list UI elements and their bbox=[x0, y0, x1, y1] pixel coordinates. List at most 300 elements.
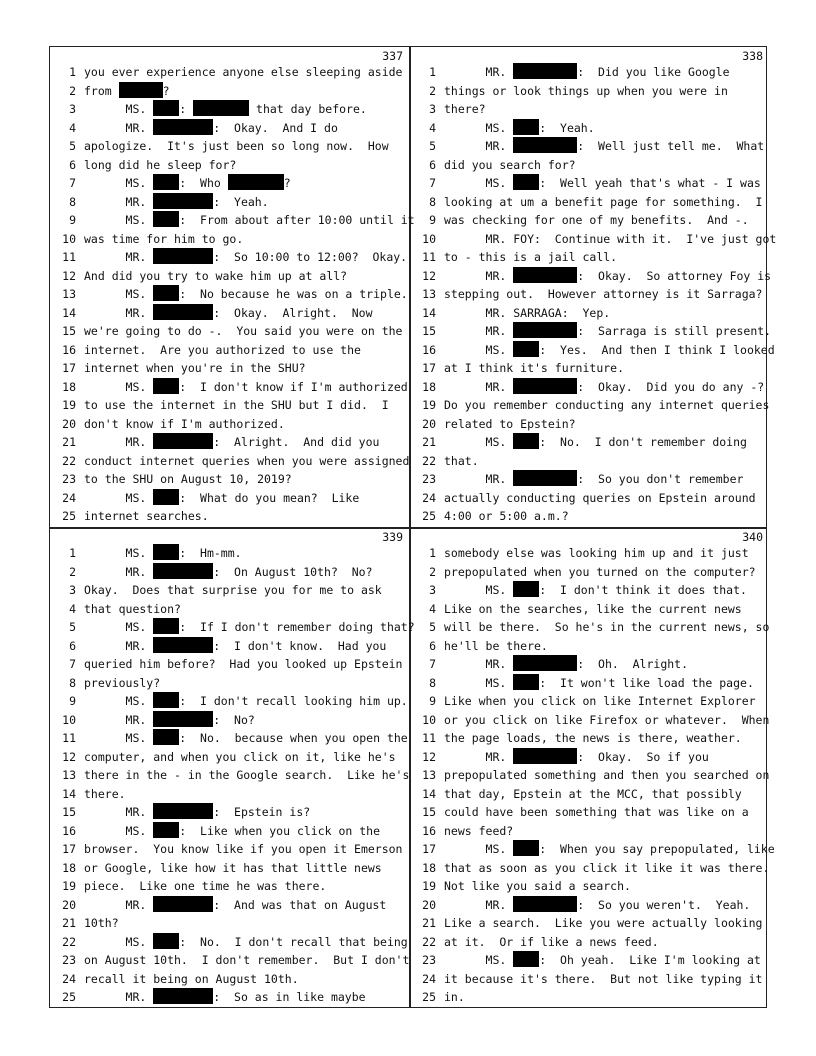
line-text: could have been something that was like on a bbox=[444, 805, 749, 819]
transcript-line bbox=[50, 63, 409, 82]
line-number: 5 bbox=[69, 620, 76, 634]
line-text: : From about after 10:00 until it bbox=[179, 213, 415, 227]
redaction-box bbox=[513, 322, 577, 338]
line-text: : Oh yeah. Like I'm looking at bbox=[539, 953, 761, 967]
line-text: MR. bbox=[444, 139, 514, 153]
line-number: 13 bbox=[62, 768, 76, 782]
line-number: 8 bbox=[69, 675, 76, 690]
transcript-line bbox=[410, 452, 769, 471]
redaction-box bbox=[513, 674, 539, 690]
transcript-line bbox=[50, 970, 409, 989]
redaction-box bbox=[513, 267, 577, 283]
line-text: on August 10th. I don't remember. But I don't bbox=[84, 953, 410, 967]
transcript-line bbox=[50, 544, 409, 563]
line-number: 2 bbox=[69, 83, 76, 98]
line-number: 8 bbox=[69, 194, 76, 209]
line-text: internet searches. bbox=[84, 509, 209, 523]
line-text: MS. bbox=[444, 842, 514, 856]
line-text: : And was that on August bbox=[213, 897, 387, 912]
line-text: there in the - in the Google search. Like he's bbox=[84, 768, 410, 782]
redaction-box bbox=[513, 378, 577, 394]
transcript-line bbox=[410, 988, 769, 1007]
line-text: related to Epstein? bbox=[444, 416, 576, 431]
line-number: 23 bbox=[422, 953, 436, 967]
transcript-line bbox=[50, 692, 409, 711]
line-number: 8 bbox=[429, 194, 436, 209]
transcript-line bbox=[410, 285, 769, 304]
transcript-line bbox=[50, 600, 409, 619]
transcript-line bbox=[50, 933, 409, 952]
line-number: 21 bbox=[422, 916, 436, 930]
line-number: 4 bbox=[429, 601, 436, 616]
line-number: 24 bbox=[422, 971, 436, 986]
line-text: computer, and when you click on it, like he's bbox=[84, 749, 396, 764]
line-text: : No. I don't recall that being bbox=[179, 934, 408, 949]
transcript-line bbox=[50, 378, 409, 397]
transcript-line bbox=[50, 859, 409, 878]
line-number: 20 bbox=[422, 416, 436, 431]
transcript-line bbox=[50, 174, 409, 193]
line-number: 13 bbox=[62, 287, 76, 301]
line-text: MR. bbox=[84, 564, 154, 579]
line-number: 12 bbox=[62, 749, 76, 764]
transcript-line bbox=[50, 267, 409, 286]
line-text: MR. bbox=[84, 805, 154, 819]
line-text: previously? bbox=[84, 675, 161, 690]
line-text: MS. bbox=[84, 823, 154, 838]
line-number: 1 bbox=[429, 546, 436, 560]
line-text: MR. bbox=[84, 250, 154, 264]
line-number: 5 bbox=[429, 139, 436, 153]
line-text: : It won't like load the page. bbox=[539, 675, 754, 690]
redaction-box bbox=[153, 711, 213, 727]
transcript-line bbox=[410, 322, 772, 341]
line-text: MR. bbox=[444, 749, 514, 764]
line-text: it because it's there. But not like typing it bbox=[444, 971, 763, 986]
transcript-line bbox=[50, 729, 409, 748]
line-number: 13 bbox=[422, 287, 436, 301]
transcript-line bbox=[410, 970, 769, 989]
line-number: 2 bbox=[69, 564, 76, 579]
line-number: 9 bbox=[69, 694, 76, 708]
line-text: to the SHU on August 10, 2019? bbox=[84, 472, 292, 486]
redaction-box bbox=[153, 119, 213, 135]
line-text: don't know if I'm authorized. bbox=[84, 416, 285, 431]
line-text: : Okay. So if you bbox=[577, 749, 709, 764]
line-number: 20 bbox=[62, 416, 76, 431]
page-number: 339 bbox=[382, 530, 403, 544]
redaction-box bbox=[513, 840, 539, 856]
line-number: 2 bbox=[429, 564, 436, 579]
line-text: : So you weren't. Yeah. bbox=[577, 897, 751, 912]
transcript-line bbox=[410, 100, 769, 119]
redaction-box bbox=[153, 933, 179, 949]
redaction-box bbox=[153, 618, 179, 634]
line-text: : Okay. Did you do any -? bbox=[577, 379, 765, 394]
line-number: 16 bbox=[62, 823, 76, 838]
line-number: 14 bbox=[422, 305, 436, 320]
line-text: Not like you said a search. bbox=[444, 879, 631, 893]
redaction-box bbox=[153, 988, 213, 1004]
line-text: to - this is a jail call. bbox=[444, 250, 618, 264]
transcript-line bbox=[50, 230, 409, 249]
line-number: 24 bbox=[62, 971, 76, 986]
line-text: MS. bbox=[444, 675, 514, 690]
line-number: 17 bbox=[422, 842, 436, 856]
transcript-line bbox=[50, 655, 409, 674]
redaction-box bbox=[513, 748, 577, 764]
redaction-box bbox=[513, 433, 539, 449]
line-text: Like when you click on like Internet Explorer bbox=[444, 694, 756, 708]
line-text: MR. bbox=[84, 194, 154, 209]
line-number: 17 bbox=[62, 361, 76, 375]
line-text: looking at um a benefit page for something. I bbox=[444, 194, 763, 209]
line-text: And did you try to wake him up at all? bbox=[84, 268, 348, 283]
line-text: : Yeah. bbox=[213, 194, 269, 209]
redaction-box bbox=[153, 637, 213, 653]
line-text: : Like when you click on the bbox=[179, 823, 381, 838]
transcript-line bbox=[50, 822, 409, 841]
line-text: was time for him to go. bbox=[84, 231, 244, 246]
transcript-line bbox=[410, 822, 769, 841]
line-text: that question? bbox=[84, 601, 181, 616]
line-text: will be there. So he's in the current news, so bbox=[444, 620, 770, 634]
line-number: 25 bbox=[62, 990, 76, 1004]
transcript-line bbox=[410, 489, 769, 508]
line-number: 2 bbox=[429, 83, 436, 98]
transcript-line bbox=[50, 785, 409, 804]
line-text: MS. bbox=[84, 102, 154, 116]
line-number: 15 bbox=[62, 324, 76, 338]
line-number: 10 bbox=[62, 231, 76, 246]
line-text: : When you say prepopulated, like bbox=[539, 842, 775, 856]
redaction-box bbox=[153, 174, 179, 190]
line-number: 3 bbox=[429, 102, 436, 116]
transcript-line bbox=[410, 674, 769, 693]
transcript-page bbox=[50, 47, 415, 527]
transcript-line bbox=[50, 119, 409, 138]
line-number: 13 bbox=[422, 768, 436, 782]
line-text: that as soon as you click it like it was there. bbox=[444, 860, 770, 875]
line-number: 15 bbox=[422, 805, 436, 819]
line-number: 25 bbox=[62, 509, 76, 523]
line-number: 14 bbox=[422, 786, 436, 801]
line-text: MS. bbox=[444, 953, 514, 967]
line-text: in. bbox=[444, 990, 465, 1004]
line-number: 16 bbox=[62, 342, 76, 357]
transcript-line bbox=[410, 637, 769, 656]
line-number: 7 bbox=[69, 657, 76, 671]
transcript-line bbox=[410, 230, 777, 249]
line-text: stepping out. However attorney is it Sarraga? bbox=[444, 287, 763, 301]
transcript-line bbox=[50, 803, 409, 822]
transcript-line bbox=[50, 988, 409, 1007]
transcript-line bbox=[50, 896, 409, 915]
line-text: recall it being on August 10th. bbox=[84, 971, 299, 986]
line-text: MR. bbox=[444, 657, 514, 671]
line-text: that day before. bbox=[249, 102, 367, 116]
line-text: MR. bbox=[444, 379, 514, 394]
transcript-line bbox=[410, 896, 769, 915]
line-number: 3 bbox=[69, 583, 76, 597]
line-number: 9 bbox=[69, 213, 76, 227]
line-text: actually conducting queries on Epstein around bbox=[444, 490, 756, 505]
transcript-line bbox=[50, 248, 409, 267]
line-text: MS. bbox=[84, 694, 154, 708]
line-text: MS. bbox=[444, 583, 514, 597]
line-number: 5 bbox=[69, 139, 76, 153]
line-number: 18 bbox=[62, 860, 76, 875]
transcript-line bbox=[410, 951, 769, 970]
line-text: : Oh. Alright. bbox=[577, 657, 689, 671]
line-number: 11 bbox=[62, 250, 76, 264]
line-number: 12 bbox=[62, 268, 76, 283]
line-text: MR. bbox=[84, 120, 154, 135]
transcript-line bbox=[50, 193, 409, 212]
line-text: MS. bbox=[444, 435, 514, 449]
line-number: 1 bbox=[429, 65, 436, 79]
redaction-box bbox=[153, 285, 179, 301]
transcript-line bbox=[50, 396, 409, 415]
transcript-line bbox=[50, 877, 409, 896]
line-number: 24 bbox=[422, 490, 436, 505]
redaction-box bbox=[513, 655, 577, 671]
line-number: 5 bbox=[429, 620, 436, 634]
transcript-line bbox=[410, 507, 769, 526]
page-number: 337 bbox=[382, 49, 403, 63]
line-number: 16 bbox=[422, 342, 436, 357]
line-number: 10 bbox=[62, 712, 76, 727]
transcript-line bbox=[410, 581, 769, 600]
line-text: : Well just tell me. What bbox=[577, 139, 765, 153]
transcript-line bbox=[410, 82, 769, 101]
redaction-box bbox=[153, 563, 213, 579]
line-number: 18 bbox=[422, 860, 436, 875]
line-number: 8 bbox=[429, 675, 436, 690]
page-number: 340 bbox=[742, 530, 763, 544]
line-text: MR. bbox=[84, 897, 154, 912]
redaction-box bbox=[153, 378, 179, 394]
transcript-line bbox=[410, 137, 769, 156]
redaction-box bbox=[153, 248, 213, 264]
line-text: apologize. It's just been so long now. How bbox=[84, 139, 389, 153]
line-number: 11 bbox=[422, 250, 436, 264]
line-number: 25 bbox=[422, 990, 436, 1004]
line-number: 12 bbox=[422, 749, 436, 764]
line-number: 20 bbox=[422, 897, 436, 912]
transcript-line bbox=[50, 711, 409, 730]
line-text: browser. You know like if you open it Emerson bbox=[84, 842, 403, 856]
page-number: 338 bbox=[742, 49, 763, 63]
line-number: 20 bbox=[62, 897, 76, 912]
line-number: 19 bbox=[62, 398, 76, 412]
line-text: : No. I don't remember doing bbox=[539, 435, 747, 449]
line-text: internet. Are you authorized to use the bbox=[84, 342, 361, 357]
line-number: 7 bbox=[69, 176, 76, 190]
transcript-line bbox=[50, 840, 409, 859]
line-number: 14 bbox=[62, 305, 76, 320]
page-lines bbox=[410, 544, 775, 1007]
line-text: somebody else was looking him up and it just bbox=[444, 546, 749, 560]
redaction-box bbox=[153, 544, 179, 560]
line-text: Like on the searches, like the current news bbox=[444, 601, 742, 616]
line-number: 23 bbox=[62, 472, 76, 486]
line-number: 23 bbox=[422, 472, 436, 486]
line-text: queried him before? Had you looked up Epstein bbox=[84, 657, 403, 671]
redaction-box bbox=[513, 896, 577, 912]
line-text: MR. bbox=[84, 435, 154, 449]
line-text: piece. Like one time he was there. bbox=[84, 879, 327, 893]
transcript-line bbox=[410, 378, 769, 397]
transcript-line bbox=[410, 711, 769, 730]
line-text: : Did you like Google bbox=[577, 65, 730, 79]
line-text: did you search for? bbox=[444, 157, 576, 172]
transcript-line bbox=[50, 211, 415, 230]
line-number: 4 bbox=[429, 120, 436, 135]
transcript-line bbox=[410, 729, 769, 748]
redaction-box bbox=[153, 692, 179, 708]
transcript-line bbox=[410, 174, 769, 193]
transcript-line bbox=[50, 766, 409, 785]
transcript-line bbox=[50, 674, 409, 693]
line-text: MS. bbox=[444, 120, 514, 135]
transcript-line bbox=[410, 785, 769, 804]
transcript-line bbox=[410, 63, 769, 82]
redaction-box bbox=[228, 174, 284, 190]
line-number: 17 bbox=[62, 842, 76, 856]
line-text: : What do you mean? Like bbox=[179, 490, 360, 505]
redaction-box bbox=[513, 119, 539, 135]
line-text: : Hm-mm. bbox=[179, 546, 242, 560]
line-number: 6 bbox=[429, 157, 436, 172]
transcript-line bbox=[50, 581, 409, 600]
line-text: : If I don't remember doing that? bbox=[179, 620, 415, 634]
line-number: 18 bbox=[62, 379, 76, 394]
line-text: MR. bbox=[444, 472, 514, 486]
line-number: 22 bbox=[422, 934, 436, 949]
line-number: 7 bbox=[429, 657, 436, 671]
transcript-line bbox=[410, 803, 769, 822]
line-number: 16 bbox=[422, 823, 436, 838]
redaction-box bbox=[119, 82, 163, 98]
line-text: : So as in like maybe bbox=[213, 990, 366, 1004]
line-text: MS. bbox=[84, 546, 154, 560]
transcript-line bbox=[410, 933, 769, 952]
line-text: the page loads, the news is there, weather. bbox=[444, 731, 742, 745]
transcript-line bbox=[410, 359, 769, 378]
line-text: : No. because when you open the bbox=[179, 731, 408, 745]
line-number: 22 bbox=[62, 934, 76, 949]
transcript-line bbox=[50, 82, 409, 101]
redaction-box bbox=[513, 951, 539, 967]
line-text: you ever experience anyone else sleeping aside bbox=[84, 65, 403, 79]
line-number: 18 bbox=[422, 379, 436, 394]
line-text: : So 10:00 to 12:00? Okay. bbox=[213, 250, 408, 264]
redaction-box bbox=[153, 822, 179, 838]
line-text: MR. bbox=[84, 990, 154, 1004]
line-number: 10 bbox=[422, 712, 436, 727]
line-text: : Who bbox=[179, 176, 228, 190]
line-text: : Alright. And did you bbox=[213, 435, 380, 449]
transcript-line bbox=[50, 304, 409, 323]
line-number: 19 bbox=[422, 398, 436, 412]
line-text: : I don't know if I'm authorized bbox=[179, 379, 408, 394]
line-text: or you click on like Firefox or whatever. When bbox=[444, 712, 770, 727]
transcript-line bbox=[410, 267, 772, 286]
transcript-line bbox=[50, 563, 409, 582]
line-text: there? bbox=[444, 102, 486, 116]
transcript-line bbox=[410, 859, 769, 878]
line-text: : Well yeah that's what - I was bbox=[539, 176, 761, 190]
line-text: long did he sleep for? bbox=[84, 157, 237, 172]
line-number: 19 bbox=[62, 879, 76, 893]
transcript-line bbox=[410, 470, 769, 489]
line-text: Do you remember conducting any internet queries bbox=[444, 398, 770, 412]
line-text: MS. bbox=[84, 934, 154, 949]
line-text: ? bbox=[283, 176, 291, 190]
line-text: : Yes. And then I think I looked bbox=[539, 342, 775, 357]
line-text: was checking for one of my benefits. And -. bbox=[444, 213, 749, 227]
transcript-line bbox=[50, 137, 409, 156]
transcript-line bbox=[50, 156, 409, 175]
transcript-line bbox=[410, 840, 775, 859]
line-number: 6 bbox=[429, 638, 436, 653]
line-text: that. bbox=[444, 453, 479, 468]
transcript-line bbox=[410, 156, 769, 175]
transcript-page bbox=[410, 47, 777, 527]
line-number: 4 bbox=[69, 601, 76, 616]
line-number: 4 bbox=[69, 120, 76, 135]
redaction-box bbox=[153, 193, 213, 209]
transcript-line bbox=[410, 415, 769, 434]
line-text: 4:00 or 5:00 a.m.? bbox=[444, 509, 569, 523]
line-number: 19 bbox=[422, 879, 436, 893]
line-number: 6 bbox=[69, 638, 76, 653]
transcript-line bbox=[50, 637, 409, 656]
redaction-box bbox=[513, 581, 539, 597]
transcript-line bbox=[50, 100, 409, 119]
transcript-line bbox=[50, 748, 409, 767]
line-text: : I don't recall looking him up. bbox=[179, 694, 408, 708]
redaction-box bbox=[153, 304, 213, 320]
line-number: 11 bbox=[422, 731, 436, 745]
transcript-line bbox=[410, 748, 769, 767]
line-number: 1 bbox=[69, 65, 76, 79]
line-text: there. bbox=[84, 786, 126, 801]
line-text: Okay. Does that surprise you for me to ask bbox=[84, 583, 382, 597]
transcript-line bbox=[50, 452, 409, 471]
line-text: : No? bbox=[213, 712, 255, 727]
line-text: he'll be there. bbox=[444, 638, 548, 653]
page-lines bbox=[50, 544, 415, 1007]
redaction-box bbox=[513, 137, 577, 153]
redaction-box bbox=[153, 100, 179, 116]
line-text: MS. bbox=[84, 213, 154, 227]
transcript-line bbox=[410, 193, 769, 212]
redaction-box bbox=[153, 729, 179, 745]
line-text: we're going to do -. You said you were on the bbox=[84, 324, 403, 338]
line-number: 22 bbox=[62, 453, 76, 468]
transcript-line bbox=[410, 433, 769, 452]
line-number: 21 bbox=[62, 916, 76, 930]
line-text: : No because he was on a triple. bbox=[179, 287, 408, 301]
line-text: MR. FOY: Continue with it. I've just got bbox=[444, 231, 777, 246]
line-text: at I think it's furniture. bbox=[444, 361, 625, 375]
line-text: MR. bbox=[444, 65, 514, 79]
line-text: MR. bbox=[84, 305, 154, 320]
line-text: 10th? bbox=[84, 916, 119, 930]
line-text: MR. bbox=[444, 268, 514, 283]
